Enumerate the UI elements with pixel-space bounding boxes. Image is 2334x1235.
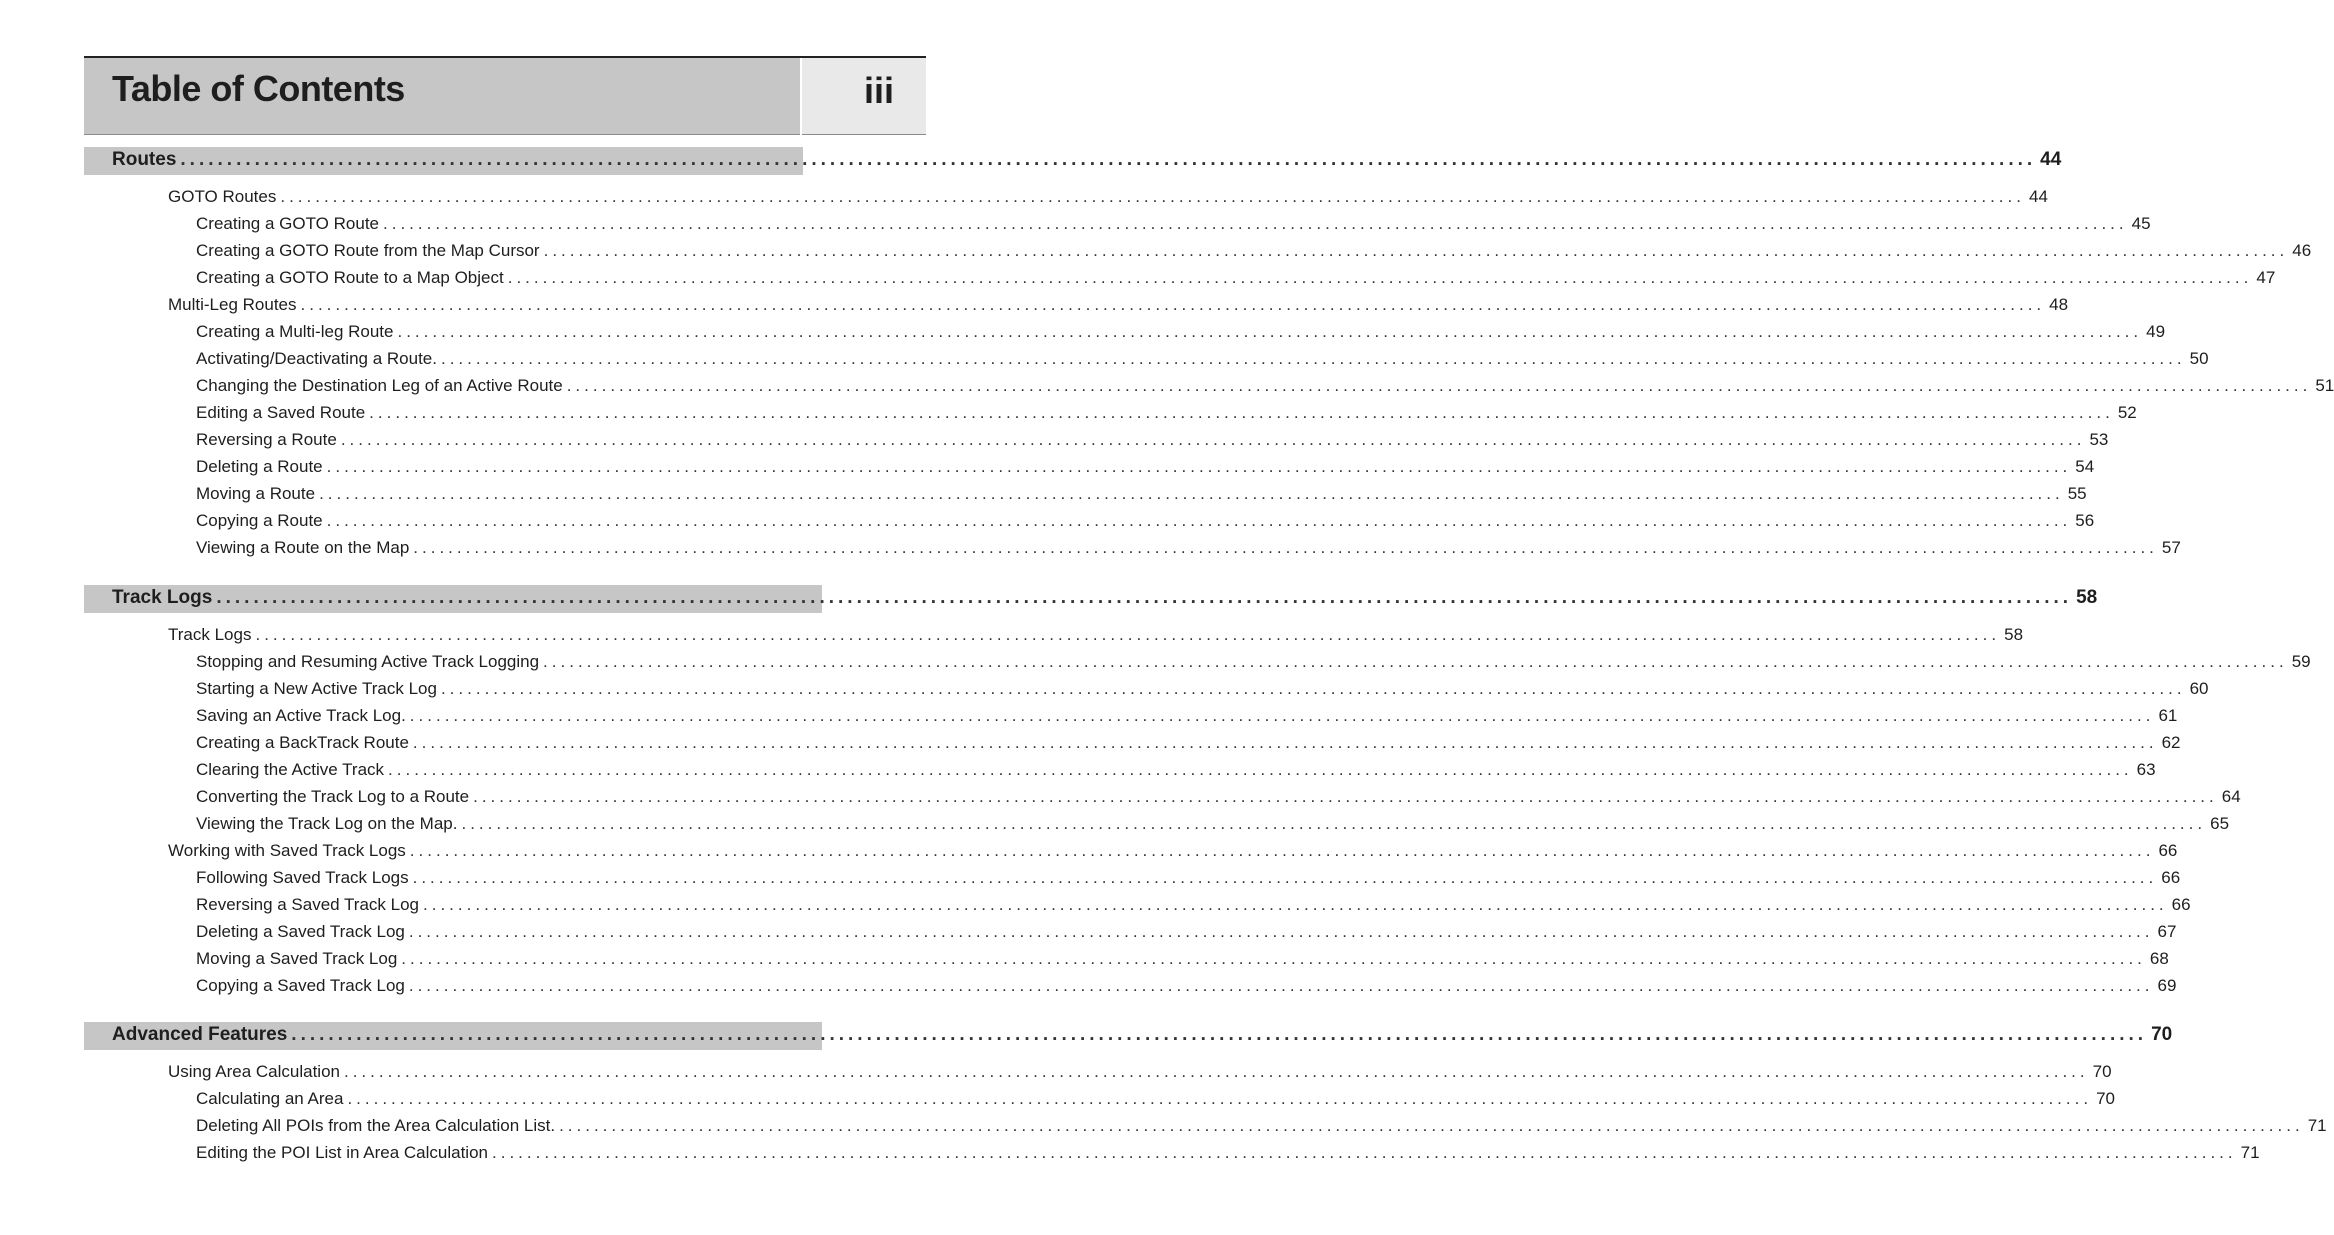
toc-entry-label: Deleting a Route — [196, 457, 323, 476]
toc-entry-page-number: 58 — [2004, 625, 2024, 644]
toc-entry-page-number: 48 — [2049, 295, 2069, 314]
dot-leader: ........................................................................................................................................................................................................ — [440, 679, 2186, 698]
toc-entry-label: Following Saved Track Logs — [196, 868, 409, 887]
toc-entry[interactable] — [196, 706, 2178, 730]
toc-entry-page-number: 63 — [2136, 760, 2156, 779]
toc-section-label: Advanced Features — [112, 1024, 288, 1045]
dot-leader: ........................................................................................................................................................................................................ — [440, 349, 2186, 368]
toc-entry-page-number: 61 — [2158, 706, 2178, 725]
toc-section[interactable] — [112, 149, 2062, 173]
toc-entry[interactable] — [196, 868, 2181, 892]
toc-entry[interactable] — [168, 1062, 2112, 1086]
toc-entry-label: Moving a Route — [196, 484, 316, 503]
dot-leader: ........................................................................................................................................................................................................ — [300, 295, 2046, 314]
dot-leader: ........................................................................................................................................................................................................ — [255, 625, 2001, 644]
dot-leader: ........................................................................................................................................................................................................ — [369, 403, 2114, 422]
toc-entry[interactable] — [196, 376, 2334, 400]
dot-leader: ........................................................................................................................................................................................................ — [280, 187, 2025, 206]
toc-entry[interactable] — [196, 1089, 2115, 1113]
toc-entry-page-number: 68 — [2149, 949, 2169, 968]
toc-entry[interactable] — [196, 214, 2151, 238]
toc-entry[interactable] — [168, 295, 2069, 319]
toc-entry-label: Calculating an Area — [196, 1089, 344, 1108]
toc-entry-label: Creating a GOTO Route from the Map Cursor — [196, 241, 540, 260]
toc-entry-page-number: 53 — [2089, 430, 2109, 449]
toc-entry[interactable] — [168, 841, 2178, 865]
toc-entry-page-number: 55 — [2067, 484, 2087, 503]
toc-entry-label: Multi-Leg Routes — [168, 295, 297, 314]
toc-entry-page-number: 60 — [2189, 679, 2209, 698]
dot-leader: ........................................................................................................................................................................................................ — [180, 149, 2037, 170]
toc-entry-page-number: 52 — [2117, 403, 2137, 422]
toc-section-label: Track Logs — [112, 587, 213, 608]
toc-entry-label: Working with Saved Track Logs — [168, 841, 406, 860]
toc-entry-page-number: 62 — [2161, 733, 2181, 752]
toc-entry-label: Starting a New Active Track Log — [196, 679, 437, 698]
dot-leader: ........................................................................................................................................................................................................ — [326, 511, 2072, 530]
dot-leader: ........................................................................................................................................................................................................ — [492, 1143, 2237, 1162]
toc-entry-label: Editing a Saved Route — [196, 403, 366, 422]
toc-entry[interactable] — [196, 787, 2241, 811]
toc-entry-label: Clearing the Active Track — [196, 760, 385, 779]
toc-entry-label: Using Area Calculation — [168, 1062, 340, 1081]
dot-leader: ........................................................................................................................................................................................................ — [343, 1062, 2089, 1081]
toc-entry-label: Moving a Saved Track Log — [196, 949, 398, 968]
dot-leader: ........................................................................................................................................................................................................ — [408, 922, 2154, 941]
toc-entry[interactable] — [196, 322, 2166, 346]
toc-entry[interactable] — [196, 403, 2137, 427]
toc-entry-page-number: 69 — [2157, 976, 2177, 995]
page-title: Table of Contents — [112, 68, 405, 109]
toc-entry-label: Track Logs — [168, 625, 252, 644]
toc-entry-label: Viewing a Route on the Map — [196, 538, 410, 557]
toc-entry[interactable] — [196, 484, 2087, 508]
toc-entry-page-number: 45 — [2131, 214, 2151, 233]
toc-section-page-number: 58 — [2076, 587, 2098, 608]
toc-entry-label: Deleting All POIs from the Area Calculation List. — [196, 1116, 556, 1135]
dot-leader: ........................................................................................................................................................................................................ — [291, 1024, 2148, 1045]
toc-entry-page-number: 70 — [2092, 1062, 2112, 1081]
dot-leader: ........................................................................................................................................................................................................ — [319, 484, 2064, 503]
toc-entry-page-number: 65 — [2210, 814, 2230, 833]
toc-entry-label: Creating a GOTO Route — [196, 214, 379, 233]
toc-entry-label: Viewing the Track Log on the Map. — [196, 814, 458, 833]
toc-entry[interactable] — [196, 895, 2191, 919]
toc-entry[interactable] — [196, 1143, 2260, 1167]
dot-leader: ........................................................................................................................................................................................................ — [412, 868, 2158, 887]
toc-entry-page-number: 67 — [2157, 922, 2177, 941]
dot-leader: ........................................................................................................................................................................................................ — [543, 241, 2289, 260]
page-number: iii — [863, 70, 894, 111]
toc-section[interactable] — [112, 587, 2098, 611]
dot-leader: ........................................................................................................................................................................................................ — [397, 322, 2143, 341]
dot-leader: ........................................................................................................................................................................................................ — [566, 376, 2312, 395]
toc-entry-page-number: 66 — [2161, 868, 2181, 887]
toc-entry-page-number: 47 — [2256, 268, 2276, 287]
toc-entry-page-number: 66 — [2158, 841, 2178, 860]
toc-entry[interactable] — [196, 652, 2311, 676]
toc-entry-label: Creating a BackTrack Route — [196, 733, 409, 752]
toc-entry[interactable] — [196, 1116, 2327, 1140]
toc-entry-page-number: 66 — [2171, 895, 2191, 914]
toc-entry-page-number: 51 — [2315, 376, 2334, 395]
toc-entry-label: Activating/Deactivating a Route. — [196, 349, 437, 368]
toc-entry-label: Creating a GOTO Route to a Map Object — [196, 268, 504, 287]
toc-entry-page-number: 57 — [2161, 538, 2181, 557]
toc-entry-page-number: 59 — [2291, 652, 2311, 671]
dot-leader: ........................................................................................................................................................................................................ — [408, 976, 2154, 995]
toc-entry-label: Deleting a Saved Track Log — [196, 922, 405, 941]
toc-entry[interactable] — [196, 814, 2230, 838]
toc-entry-label: Stopping and Resuming Active Track Logging — [196, 652, 540, 671]
toc-entry-page-number: 50 — [2189, 349, 2209, 368]
dot-leader: ........................................................................................................................................................................................................ — [340, 430, 2086, 449]
toc-entry[interactable] — [196, 511, 2095, 535]
dot-leader: ........................................................................................................................................................................................................ — [326, 457, 2072, 476]
dot-leader: ........................................................................................................................................................................................................ — [507, 268, 2253, 287]
toc-entry-page-number: 71 — [2307, 1116, 2327, 1135]
toc-entry[interactable] — [196, 733, 2181, 757]
toc-entry[interactable] — [196, 457, 2095, 481]
toc-entry-label: GOTO Routes — [168, 187, 277, 206]
toc-entry[interactable] — [168, 625, 2024, 649]
toc-entry[interactable] — [196, 760, 2156, 784]
toc-entry[interactable] — [196, 241, 2312, 265]
toc-entry[interactable] — [196, 349, 2209, 373]
dot-leader: ........................................................................................................................................................................................................ — [383, 214, 2128, 233]
toc-entry-label: Copying a Saved Track Log — [196, 976, 405, 995]
toc-section-page-number: 70 — [2151, 1024, 2173, 1045]
toc-entry-label: Editing the POI List in Area Calculation — [196, 1143, 488, 1162]
dot-leader: ........................................................................................................................................................................................................ — [473, 787, 2218, 806]
toc-section-page-number: 44 — [2040, 149, 2062, 170]
toc-section[interactable] — [112, 1024, 2173, 1048]
dot-leader: ........................................................................................................................................................................................................ — [461, 814, 2207, 833]
dot-leader: ........................................................................................................................................................................................................ — [401, 949, 2146, 968]
toc-entry[interactable] — [196, 268, 2276, 292]
toc-entry-label: Converting the Track Log to a Route — [196, 787, 470, 806]
dot-leader: ........................................................................................................................................................................................................ — [388, 760, 2133, 779]
toc-section-label: Routes — [112, 149, 177, 170]
toc-entry-page-number: 64 — [2221, 787, 2241, 806]
toc-entry-label: Changing the Destination Leg of an Active Route — [196, 376, 563, 395]
toc-entry-page-number: 56 — [2075, 511, 2095, 530]
dot-leader: ........................................................................................................................................................................................................ — [423, 895, 2168, 914]
dot-leader: ........................................................................................................................................................................................................ — [412, 733, 2158, 752]
toc-entry[interactable] — [196, 976, 2177, 1000]
toc-entry-page-number: 46 — [2292, 241, 2312, 260]
dot-leader: ........................................................................................................................................................................................................ — [216, 587, 2073, 608]
toc-entry-label: Creating a Multi-leg Route — [196, 322, 394, 341]
dot-leader: ........................................................................................................................................................................................................ — [409, 841, 2155, 860]
toc-entry-page-number: 70 — [2096, 1089, 2115, 1108]
toc-entry-page-number: 71 — [2240, 1143, 2260, 1162]
toc-entry[interactable] — [196, 922, 2177, 946]
toc-entry[interactable] — [196, 949, 2169, 973]
toc-entry[interactable] — [196, 538, 2181, 562]
dot-leader: ........................................................................................................................................................................................................ — [347, 1089, 2093, 1108]
toc-entry-page-number: 44 — [2028, 187, 2048, 206]
toc-entry[interactable] — [168, 187, 2048, 211]
toc-entry-label: Reversing a Saved Track Log — [196, 895, 420, 914]
toc-entry-page-number: 54 — [2075, 457, 2095, 476]
dot-leader: ........................................................................................................................................................................................................ — [409, 706, 2155, 725]
toc-entry[interactable] — [196, 679, 2209, 703]
toc-entry-page-number: 49 — [2146, 322, 2166, 341]
dot-leader: ........................................................................................................................................................................................................ — [559, 1116, 2304, 1135]
toc-entry-label: Saving an Active Track Log. — [196, 706, 406, 725]
dot-leader: ........................................................................................................................................................................................................ — [543, 652, 2288, 671]
dot-leader: ........................................................................................................................................................................................................ — [413, 538, 2158, 557]
toc-entry[interactable] — [196, 430, 2109, 454]
toc-entry-label: Reversing a Route — [196, 430, 337, 449]
toc-entry-label: Copying a Route — [196, 511, 323, 530]
